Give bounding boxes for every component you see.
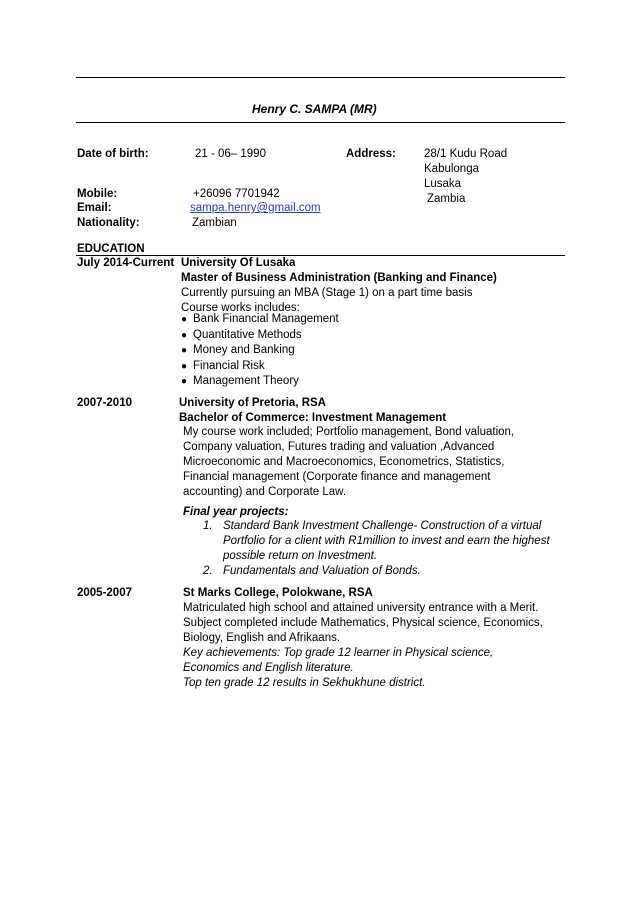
bullet-icon: ●: [181, 314, 188, 325]
list-item: ● Management Theory: [193, 374, 339, 390]
degree: Bachelor of Commerce: Investment Management: [179, 412, 447, 424]
dob-value: 21 - 06– 1990: [195, 148, 266, 160]
project-item: 1. Standard Bank Investment Challenge- Construction of a virtual: [203, 520, 542, 532]
achievement-line: Economics and English literature.: [183, 662, 354, 674]
projects-heading: Final year projects:: [183, 506, 289, 518]
address-line: Lusaka: [424, 178, 462, 190]
education-entry: [181, 256, 497, 316]
mobile-label: Mobile:: [77, 188, 118, 200]
mobile-value: +26096 7701942: [193, 188, 280, 200]
header-rule: [76, 122, 565, 123]
list-item: ● Money and Banking: [193, 343, 339, 359]
list-item: ● Quantitative Methods: [193, 328, 339, 344]
achievement-line: Top ten grade 12 results in Sekhukhune district.: [183, 677, 426, 689]
description-line: Microeconomic and Macroeconomics, Econometrics, Statistics,: [183, 456, 505, 468]
description-line: Currently pursuing an MBA (Stage 1) on a part time basis: [181, 287, 473, 299]
institution: St Marks College, Polokwane, RSA: [183, 587, 373, 599]
description-line: Biology, English and Afrikaans.: [183, 632, 341, 644]
institution: University of Pretoria, RSA: [179, 397, 326, 409]
project-item: 2. Fundamentals and Valuation of Bonds.: [203, 565, 421, 577]
institution: University Of Lusaka: [181, 257, 296, 269]
address-block: [424, 147, 507, 207]
address-line: Kabulonga: [424, 163, 479, 175]
projects-list: [203, 519, 550, 579]
description-line: Financial management (Corporate finance and management: [183, 471, 491, 483]
description-line: My course work included; Portfolio management, Bond valuation,: [183, 426, 515, 438]
top-rule: [76, 77, 565, 78]
degree: Master of Business Administration (Banking and Finance): [181, 272, 497, 284]
candidate-name: Henry C. SAMPA (MR): [252, 102, 377, 116]
coursework-description: [183, 425, 514, 500]
description-line: Company valuation, Futures trading and valuation ,Advanced: [183, 441, 495, 453]
education-period: 2007-2010: [77, 397, 132, 409]
bullet-icon: ●: [181, 376, 188, 387]
nationality-label: Nationality:: [77, 217, 140, 229]
education-heading: EDUCATION: [77, 243, 145, 255]
list-item: ● Financial Risk: [193, 359, 339, 375]
dob-label: Date of birth:: [77, 148, 149, 160]
education-period: 2005-2007: [77, 587, 132, 599]
email-link[interactable]: sampa.henry@gmail.com: [190, 202, 321, 214]
education-entry: [183, 586, 543, 691]
address-line: 28/1 Kudu Road: [424, 148, 508, 160]
nationality-value: Zambian: [192, 217, 237, 229]
description-line: Subject completed include Mathematics, Physical science, Economics,: [183, 617, 543, 629]
description-line: accounting) and Corporate Law.: [183, 486, 347, 498]
description-line: Course works includes:: [181, 302, 300, 314]
bullet-icon: ●: [181, 329, 188, 341]
course-list: [181, 312, 339, 390]
education-entry: [179, 396, 446, 426]
achievement-line: Key achievements: Top grade 12 learner in Physical science,: [183, 647, 494, 659]
address-line: Zambia: [427, 193, 466, 205]
bullet-icon: ●: [181, 345, 188, 356]
bullet-icon: ●: [181, 360, 188, 372]
education-period: July 2014-Current: [77, 257, 175, 269]
project-line: possible return on Investment.: [223, 550, 378, 562]
description-line: Matriculated high school and attained university entrance with a Merit.: [183, 602, 539, 614]
project-line: Portfolio for a client with R1million to invest and earn the highest: [223, 535, 550, 547]
email-label: Email:: [77, 202, 112, 214]
address-label: Address:: [346, 148, 396, 160]
list-item: ● Bank Financial Management: [193, 312, 339, 328]
